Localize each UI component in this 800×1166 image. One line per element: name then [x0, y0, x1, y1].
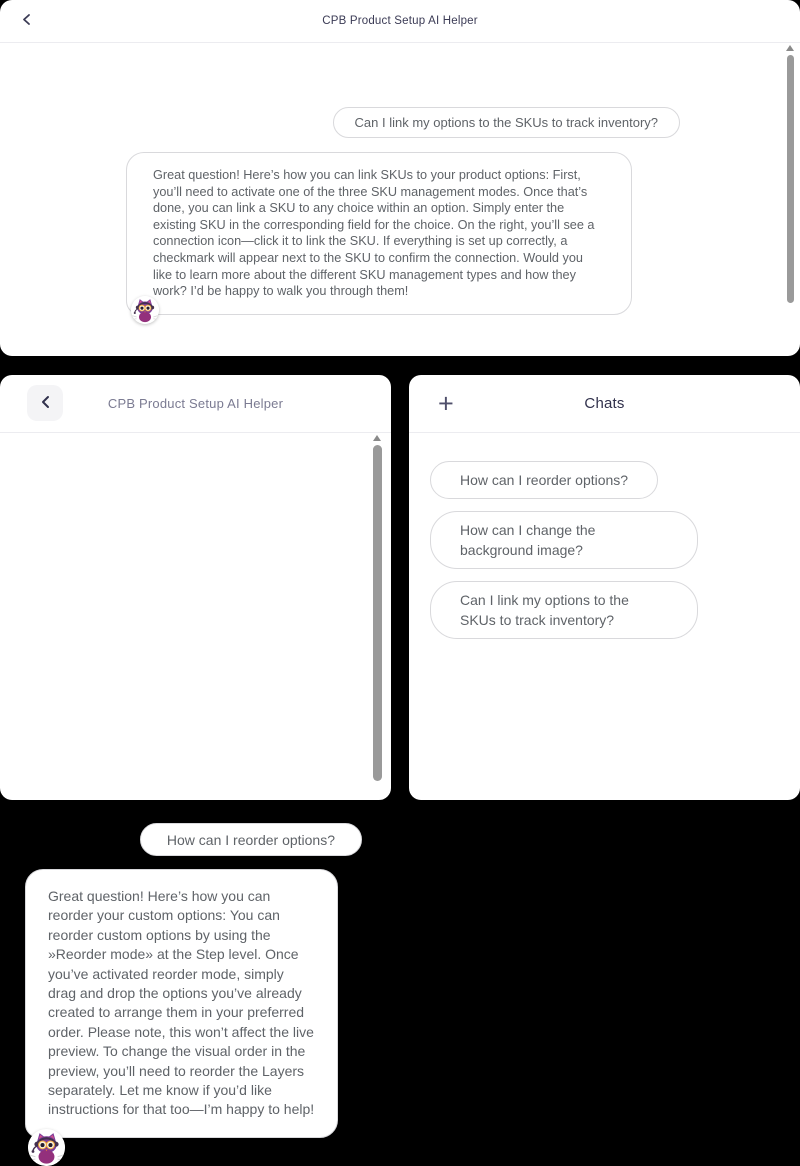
page-title: Chats	[584, 395, 625, 412]
chat-title: CPB Product Setup AI Helper	[107, 396, 284, 411]
detail-chat-header	[0, 375, 391, 433]
user-message-text: How can I reorder options?	[166, 831, 335, 848]
assistant-message-text: Great question! Here’s how you can reorder your custom options: You can reorder custom options by using the »Reorder mode» at the Step level. Once you’ve activated reorder mode, simply drag and drop the options you’ve already created to arrange them in your preferred order. Please note, this won’t affect the live preview. To change the visual order in the preview, you’ll need to reorder the Layers separately. Let me know if you’d like instructions for that too—I’m happy to help!	[48, 888, 315, 1118]
chevron-left-icon	[21, 14, 32, 29]
back-button[interactable]	[21, 14, 32, 29]
chat-window-top	[0, 0, 800, 356]
assistant-message-text: Great question! Here’s how you can link SKUs to your product options: First, you’ll need to activate one of the three SKU management modes. Once that’s done, you can link a SKU to any choice within an option. Simply enter the existing SKU in the corresponding field for the choice. On the right, you’ll see a connection icon—click it to link the SKU. If everything is set up correctly, a checkmark will appear next to the SKU to confirm the connection. Would you like to learn more about the different SKU management types and how they work? I’d be happy to walk you through them!	[153, 168, 595, 299]
chat-title: CPB Product Setup AI Helper	[322, 15, 478, 27]
chat-list-item[interactable]: How can I change the background image?	[430, 511, 698, 569]
assistant-avatar	[28, 1129, 65, 1166]
scrollbar[interactable]	[372, 435, 382, 781]
scroll-up-arrow-icon[interactable]	[373, 435, 381, 441]
plus-icon: +	[438, 388, 454, 418]
user-message-text: Can I link my options to the SKUs to track inventory?	[354, 115, 658, 130]
assistant-avatar	[131, 296, 159, 324]
scrollbar-thumb[interactable]	[787, 55, 794, 303]
chat-list-item[interactable]: How can I reorder options?	[430, 461, 658, 499]
new-chat-button[interactable]	[438, 390, 454, 417]
user-message-bubble	[140, 823, 362, 856]
chats-list-window	[409, 375, 800, 800]
chevron-left-icon	[39, 395, 52, 412]
owl-headset-icon	[131, 296, 159, 324]
chat-list	[430, 461, 698, 639]
user-message-bubble	[333, 107, 680, 138]
back-button[interactable]	[27, 385, 63, 421]
top-chat-header	[0, 0, 800, 43]
owl-headset-icon	[28, 1129, 65, 1166]
assistant-message-bubble	[126, 152, 632, 315]
scrollbar[interactable]	[786, 45, 794, 303]
chats-header	[409, 375, 800, 433]
scrollbar-thumb[interactable]	[373, 445, 382, 781]
assistant-message-bubble	[25, 869, 338, 1138]
chat-list-item[interactable]: Can I link my options to the SKUs to track inventory?	[430, 581, 698, 639]
chat-window-detail	[0, 375, 391, 1118]
scroll-up-arrow-icon[interactable]	[786, 45, 794, 51]
